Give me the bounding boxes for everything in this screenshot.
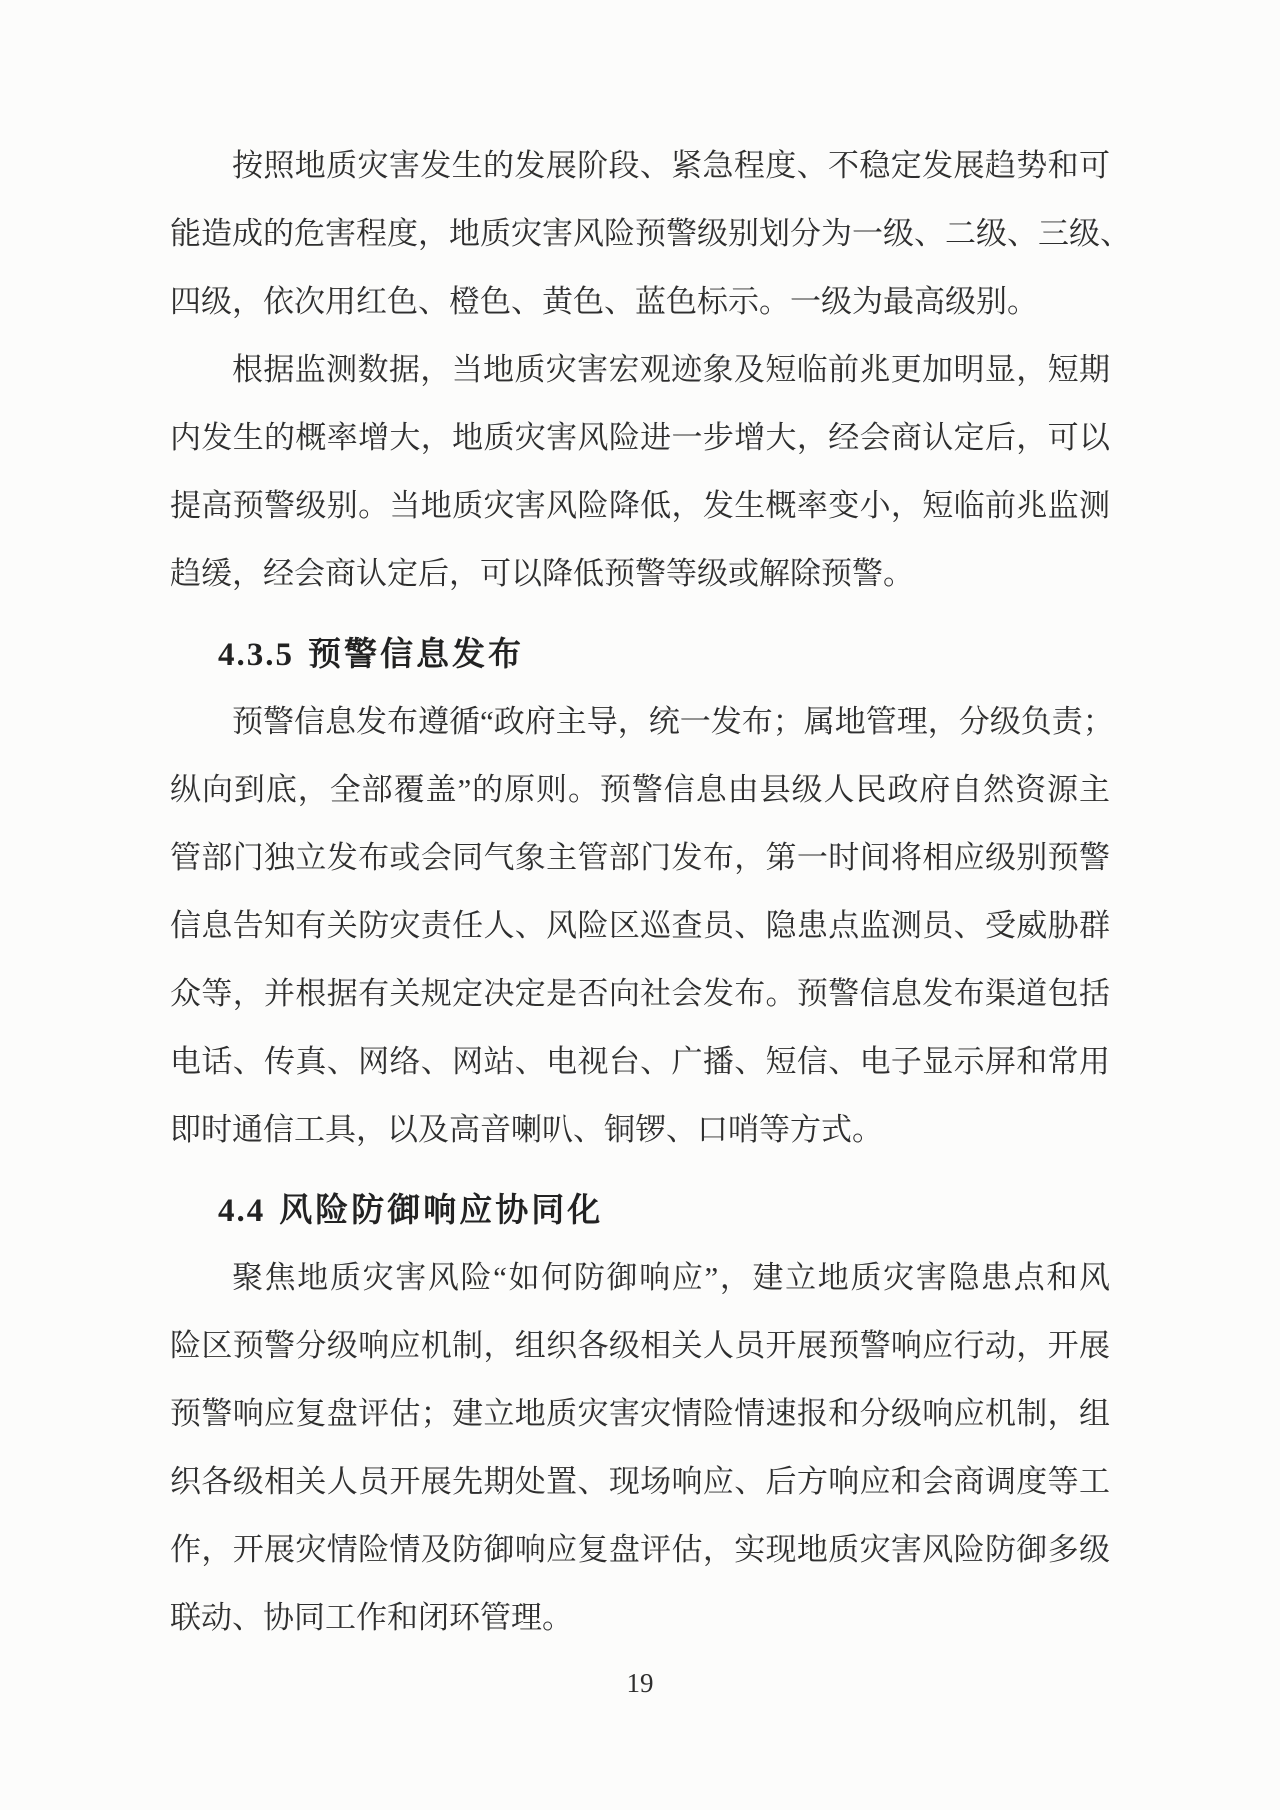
text-line: 织各级相关人员开展先期处置、现场响应、后方响应和会商调度等工 (170, 1464, 1110, 1499)
text-line: 众等，并根据有关规定决定是否向社会发布。预警信息发布渠道包括 (170, 976, 1110, 1011)
text-line: 内发生的概率增大，地质灾害风险进一步增大，经会商认定后，可以 (170, 420, 1110, 455)
paragraph-level-adjustment (170, 336, 1110, 608)
text-line: 信息告知有关防灾责任人、风险区巡查员、隐患点监测员、受威胁群 (170, 908, 1110, 943)
text-line: 预警信息发布遵循“政府主导，统一发布；属地管理，分级负责； (232, 704, 1114, 739)
section-title: 预警信息发布 (308, 635, 524, 672)
page-number: 19 (626, 1668, 654, 1698)
text-line: 聚焦地质灾害风险“如何防御响应”，建立地质灾害隐患点和风 (232, 1260, 1110, 1295)
text-line: 作，开展灾情险情及防御响应复盘评估，实现地质灾害风险防御多级 (170, 1532, 1110, 1567)
text-line: 趋缓，经会商认定后，可以降低预警等级或解除预警。 (170, 556, 914, 591)
text-line: 按照地质灾害发生的发展阶段、紧急程度、不稳定发展趋势和可 (232, 148, 1110, 183)
text-line: 能造成的危害程度，地质灾害风险预警级别划分为一级、二级、三级、 (170, 216, 1131, 251)
text-line: 预警响应复盘评估；建立地质灾害灾情险情速报和分级响应机制，组 (170, 1396, 1110, 1431)
paragraph-warning-levels (170, 132, 1131, 336)
section-heading-4-3-5 (218, 620, 1110, 688)
paragraph-warning-release (170, 688, 1114, 1164)
text-line: 纵向到底，全部覆盖”的原则。预警信息由县级人民政府自然资源主 (170, 772, 1110, 807)
section-number: 4.3.5 (218, 637, 294, 673)
text-line: 根据监测数据，当地质灾害宏观迹象及短临前兆更加明显，短期 (232, 352, 1110, 387)
text-line: 电话、传真、网络、网站、电视台、广播、短信、电子显示屏和常用 (170, 1044, 1110, 1079)
text-block (170, 132, 1131, 1652)
section-title: 风险防御响应协同化 (279, 1191, 604, 1228)
section-heading-4-4 (218, 1176, 1110, 1244)
text-line: 联动、协同工作和闭环管理。 (170, 1600, 573, 1635)
text-line: 四级，依次用红色、橙色、黄色、蓝色标示。一级为最高级别。 (170, 284, 1038, 319)
text-line: 即时通信工具，以及高音喇叭、铜锣、口哨等方式。 (170, 1112, 883, 1147)
text-line: 提高预警级别。当地质灾害风险降低，发生概率变小，短临前兆监测 (170, 488, 1110, 523)
paragraph-defense-response (170, 1244, 1110, 1652)
text-line: 险区预警分级响应机制，组织各级相关人员开展预警响应行动，开展 (170, 1328, 1110, 1363)
text-line: 管部门独立发布或会同气象主管部门发布，第一时间将相应级别预警 (170, 840, 1110, 875)
section-number: 4.4 (218, 1193, 266, 1229)
